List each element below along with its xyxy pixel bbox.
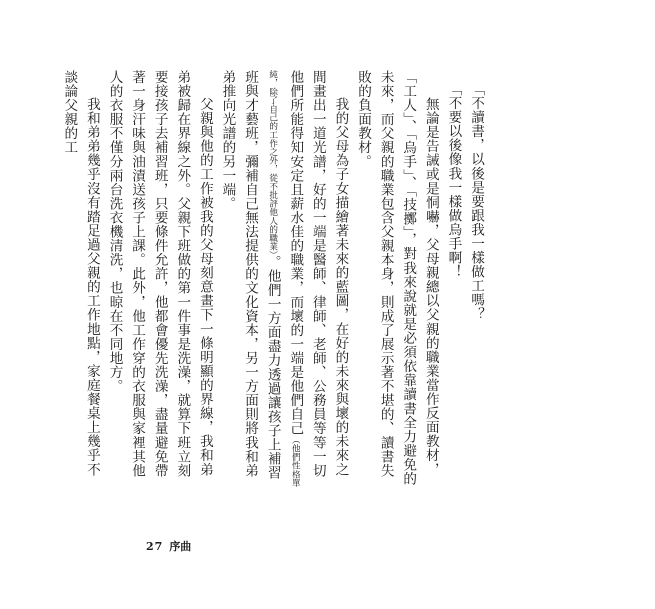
paragraph-2	[216, 70, 352, 490]
paragraph-4-text: 我和弟弟幾乎沒有踏足過父親的工作地點，家庭餐桌上幾乎不談論父親的工	[61, 70, 100, 477]
quote-line-2: 「不要以後像我一樣做烏手啊！	[445, 82, 462, 279]
page-number: 27	[146, 540, 164, 553]
section-title: 序曲	[169, 540, 192, 553]
quote-line-1: 「不讀書，以後是要跟我一樣做工嗎？	[468, 82, 484, 321]
paragraph-3	[103, 70, 216, 490]
paragraph-2-inline-note: （他們性格單純，除了自己的工作之外，從不批評他人的職業）	[267, 70, 301, 487]
paragraph-2-text-a: 我的父母為子女描繪著未來的藍圖，在好的未來與壞的未來之間畫出一道光譜，好的一端是醫師、律師、老師、公務員等等一切他們所能得知安定且薪水佳的職業，而壞的一端是他們自己	[287, 70, 349, 478]
vertical-text-block	[58, 70, 487, 490]
paragraph-2-text-b: 。他們一方面盡力透過讓孩子上補習班與才藝班，彌補自己無法提供的文化資本，另一方面則將我和弟弟推向光譜的另一端。	[219, 70, 281, 480]
page-footer	[146, 538, 191, 554]
paragraph-4	[58, 70, 103, 490]
paragraph-1-text: 無論是告誡或是恫嚇，父母親總以父親的職業當作反面教材，「工人」、「烏手」、「技擲」，對我來說就是必須依靠讀書全力避免的未來，而父親的職業包含父親本身，則成了展示著不堪的、讀書失敗的負面教材。	[355, 70, 439, 486]
paragraph-3-text: 父親與他的工作被我的父母刻意畫下一條明顯的界線，我和弟弟被歸在界線之外。父親下班做的第一件事是洗澡，就算下班立刻要接孩子去補習班，只要條件允許，他都會優先洗澡，盡量避免帶著一身汗味與油漬送孩子上課。此外，他工作穿的衣服與家裡其他人的衣服不僅分兩台洗衣機清洗，也晾在不同地方。	[106, 70, 213, 478]
paragraph-1	[351, 70, 441, 490]
